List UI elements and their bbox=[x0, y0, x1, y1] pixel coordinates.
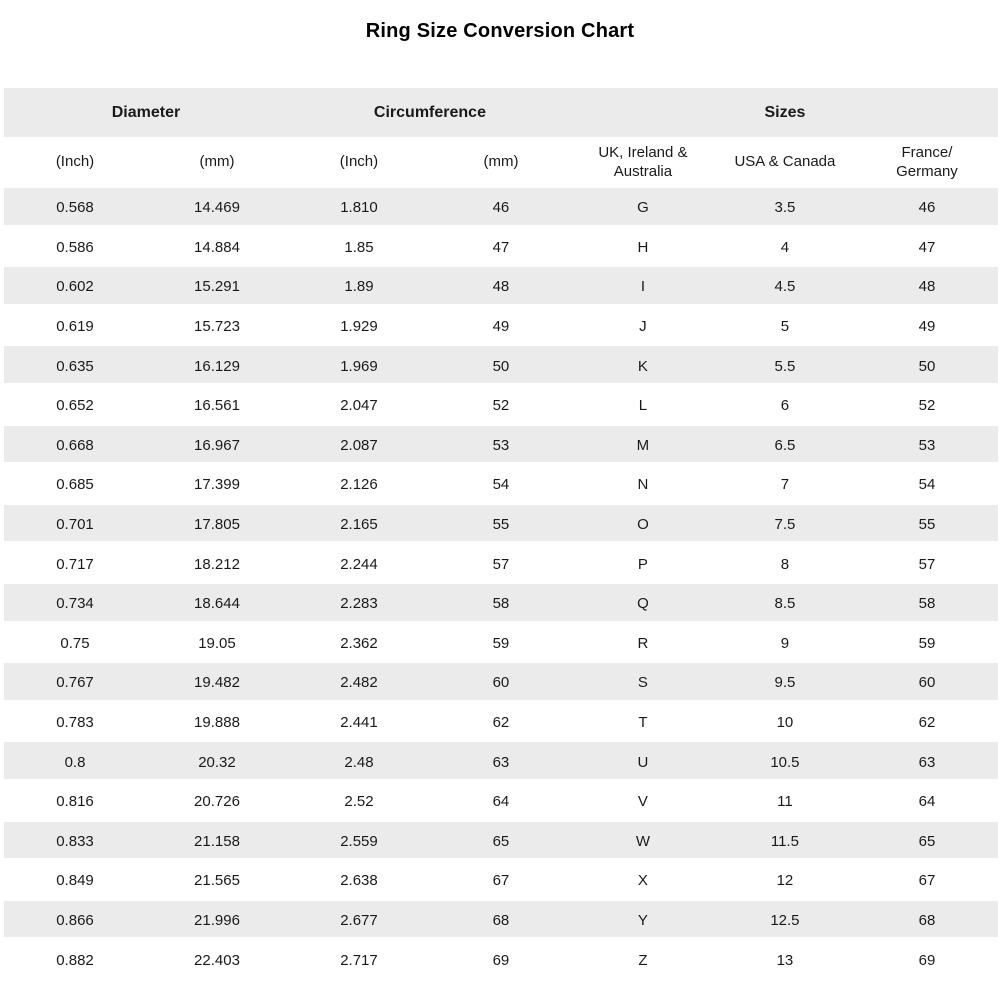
table-cell: 53 bbox=[430, 426, 572, 466]
table-cell: 9 bbox=[714, 624, 856, 664]
table-cell: 7 bbox=[714, 465, 856, 505]
table-cell: I bbox=[572, 267, 714, 307]
table-cell: 2.48 bbox=[288, 742, 430, 782]
table-cell: 52 bbox=[856, 386, 998, 426]
header-group-sizes: Sizes bbox=[572, 88, 998, 137]
table-cell: 16.967 bbox=[146, 426, 288, 466]
table-row bbox=[4, 940, 998, 980]
table-cell: 48 bbox=[430, 267, 572, 307]
table-cell: 0.833 bbox=[4, 822, 146, 862]
table-cell: 64 bbox=[856, 782, 998, 822]
column-header-circumference-inch: (Inch) bbox=[288, 137, 430, 188]
header-group-circumference: Circumference bbox=[288, 88, 572, 137]
table-cell: 0.685 bbox=[4, 465, 146, 505]
table-cell: 11 bbox=[714, 782, 856, 822]
table-cell: 2.677 bbox=[288, 901, 430, 941]
table-cell: 5 bbox=[714, 307, 856, 347]
table-cell: 16.561 bbox=[146, 386, 288, 426]
table-cell: 54 bbox=[430, 465, 572, 505]
column-header-diameter-inch: (Inch) bbox=[4, 137, 146, 188]
table-cell: 2.441 bbox=[288, 703, 430, 743]
table-cell: 60 bbox=[430, 663, 572, 703]
table-cell: 0.652 bbox=[4, 386, 146, 426]
table-row bbox=[4, 307, 998, 347]
table-cell: U bbox=[572, 742, 714, 782]
table-cell: 55 bbox=[856, 505, 998, 545]
ring-size-conversion-table bbox=[4, 88, 998, 980]
table-cell: K bbox=[572, 346, 714, 386]
table-cell: W bbox=[572, 822, 714, 862]
table-cell: 64 bbox=[430, 782, 572, 822]
table-cell: 20.32 bbox=[146, 742, 288, 782]
table-cell: 2.283 bbox=[288, 584, 430, 624]
table-cell: N bbox=[572, 465, 714, 505]
table-cell: 9.5 bbox=[714, 663, 856, 703]
table-cell: 0.668 bbox=[4, 426, 146, 466]
table-cell: 0.619 bbox=[4, 307, 146, 347]
table-cell: 14.884 bbox=[146, 228, 288, 268]
table-cell: 2.047 bbox=[288, 386, 430, 426]
table-cell: 69 bbox=[856, 940, 998, 980]
table-cell: 47 bbox=[430, 228, 572, 268]
table-cell: 15.723 bbox=[146, 307, 288, 347]
column-header-circumference-mm: (mm) bbox=[430, 137, 572, 188]
table-cell: 54 bbox=[856, 465, 998, 505]
table-cell: 47 bbox=[856, 228, 998, 268]
table-cell: 6.5 bbox=[714, 426, 856, 466]
table-cell: 12 bbox=[714, 861, 856, 901]
table-row bbox=[4, 505, 998, 545]
header-group-row bbox=[4, 88, 998, 137]
table-row bbox=[4, 782, 998, 822]
table-cell: 1.969 bbox=[288, 346, 430, 386]
table-row bbox=[4, 188, 998, 228]
table-cell: 50 bbox=[856, 346, 998, 386]
table-cell: 2.482 bbox=[288, 663, 430, 703]
table-cell: 12.5 bbox=[714, 901, 856, 941]
table-cell: 0.882 bbox=[4, 940, 146, 980]
table-row bbox=[4, 584, 998, 624]
table-row bbox=[4, 624, 998, 664]
table-row bbox=[4, 346, 998, 386]
table-cell: Q bbox=[572, 584, 714, 624]
table-cell: 2.087 bbox=[288, 426, 430, 466]
table-cell: 15.291 bbox=[146, 267, 288, 307]
table-cell: 6 bbox=[714, 386, 856, 426]
column-header-uk-ireland-australia: UK, Ireland & Australia bbox=[572, 137, 714, 188]
table-cell: 0.767 bbox=[4, 663, 146, 703]
table-row bbox=[4, 703, 998, 743]
table-cell: 1.89 bbox=[288, 267, 430, 307]
table-cell: 57 bbox=[856, 544, 998, 584]
table-cell: 0.586 bbox=[4, 228, 146, 268]
table-cell: 58 bbox=[430, 584, 572, 624]
table-cell: 16.129 bbox=[146, 346, 288, 386]
header-sub-row bbox=[4, 137, 998, 188]
table-cell: 53 bbox=[856, 426, 998, 466]
page-title: Ring Size Conversion Chart bbox=[365, 20, 635, 42]
table-cell: 3.5 bbox=[714, 188, 856, 228]
table-cell: 19.482 bbox=[146, 663, 288, 703]
table-cell: 2.165 bbox=[288, 505, 430, 545]
table-cell: 59 bbox=[856, 624, 998, 664]
table-cell: 4 bbox=[714, 228, 856, 268]
table-row bbox=[4, 822, 998, 862]
table-cell: 52 bbox=[430, 386, 572, 426]
table-cell: 49 bbox=[430, 307, 572, 347]
column-header-diameter-mm: (mm) bbox=[146, 137, 288, 188]
table-cell: G bbox=[572, 188, 714, 228]
table-cell: 62 bbox=[430, 703, 572, 743]
table-cell: 17.805 bbox=[146, 505, 288, 545]
table-cell: 21.158 bbox=[146, 822, 288, 862]
table-cell: 0.8 bbox=[4, 742, 146, 782]
table-cell: 1.810 bbox=[288, 188, 430, 228]
table-cell: 62 bbox=[856, 703, 998, 743]
table-cell: 55 bbox=[430, 505, 572, 545]
table-row bbox=[4, 742, 998, 782]
table-cell: 0.701 bbox=[4, 505, 146, 545]
table-cell: X bbox=[572, 861, 714, 901]
header-group-diameter: Diameter bbox=[4, 88, 288, 137]
table-cell: T bbox=[572, 703, 714, 743]
table-cell: 68 bbox=[856, 901, 998, 941]
table-cell: 19.888 bbox=[146, 703, 288, 743]
table-cell: 0.75 bbox=[4, 624, 146, 664]
table-row bbox=[4, 544, 998, 584]
table-cell: 13 bbox=[714, 940, 856, 980]
table-cell: 0.602 bbox=[4, 267, 146, 307]
table-cell: 11.5 bbox=[714, 822, 856, 862]
column-header-france-germany: France/ Germany bbox=[856, 137, 998, 188]
table-cell: 10.5 bbox=[714, 742, 856, 782]
table-cell: 67 bbox=[430, 861, 572, 901]
table-cell: 67 bbox=[856, 861, 998, 901]
table-cell: 69 bbox=[430, 940, 572, 980]
table-cell: 57 bbox=[430, 544, 572, 584]
table-cell: 4.5 bbox=[714, 267, 856, 307]
ring-size-table-container bbox=[4, 88, 998, 980]
table-cell: 63 bbox=[430, 742, 572, 782]
table-cell: 1.85 bbox=[288, 228, 430, 268]
table-cell: 58 bbox=[856, 584, 998, 624]
table-cell: 0.568 bbox=[4, 188, 146, 228]
table-cell: 2.244 bbox=[288, 544, 430, 584]
table-cell: 65 bbox=[856, 822, 998, 862]
table-cell: 1.929 bbox=[288, 307, 430, 347]
table-cell: 21.996 bbox=[146, 901, 288, 941]
table-cell: O bbox=[572, 505, 714, 545]
table-cell: 46 bbox=[856, 188, 998, 228]
table-cell: 48 bbox=[856, 267, 998, 307]
table-cell: Y bbox=[572, 901, 714, 941]
table-cell: 2.717 bbox=[288, 940, 430, 980]
table-cell: 18.212 bbox=[146, 544, 288, 584]
table-cell: J bbox=[572, 307, 714, 347]
table-cell: 18.644 bbox=[146, 584, 288, 624]
table-row bbox=[4, 267, 998, 307]
column-header-usa-canada: USA & Canada bbox=[714, 137, 856, 188]
table-cell: 2.559 bbox=[288, 822, 430, 862]
table-cell: R bbox=[572, 624, 714, 664]
table-cell: 19.05 bbox=[146, 624, 288, 664]
table-row bbox=[4, 901, 998, 941]
table-cell: V bbox=[572, 782, 714, 822]
table-cell: 14.469 bbox=[146, 188, 288, 228]
table-cell: 68 bbox=[430, 901, 572, 941]
table-cell: 50 bbox=[430, 346, 572, 386]
table-cell: 0.635 bbox=[4, 346, 146, 386]
table-cell: 2.638 bbox=[288, 861, 430, 901]
table-cell: 46 bbox=[430, 188, 572, 228]
table-header bbox=[4, 88, 998, 188]
table-row bbox=[4, 386, 998, 426]
table-cell: 59 bbox=[430, 624, 572, 664]
table-body bbox=[4, 188, 998, 980]
table-row bbox=[4, 861, 998, 901]
table-cell: 8.5 bbox=[714, 584, 856, 624]
table-cell: 65 bbox=[430, 822, 572, 862]
table-cell: 20.726 bbox=[146, 782, 288, 822]
table-cell: 2.126 bbox=[288, 465, 430, 505]
table-row bbox=[4, 465, 998, 505]
table-cell: 49 bbox=[856, 307, 998, 347]
table-cell: 0.783 bbox=[4, 703, 146, 743]
table-cell: 0.816 bbox=[4, 782, 146, 822]
table-cell: 22.403 bbox=[146, 940, 288, 980]
table-cell: M bbox=[572, 426, 714, 466]
table-cell: Z bbox=[572, 940, 714, 980]
table-cell: 60 bbox=[856, 663, 998, 703]
table-cell: H bbox=[572, 228, 714, 268]
table-cell: 63 bbox=[856, 742, 998, 782]
table-cell: 0.734 bbox=[4, 584, 146, 624]
table-cell: 5.5 bbox=[714, 346, 856, 386]
table-cell: 7.5 bbox=[714, 505, 856, 545]
table-row bbox=[4, 663, 998, 703]
table-cell: 17.399 bbox=[146, 465, 288, 505]
table-cell: 2.52 bbox=[288, 782, 430, 822]
table-cell: 0.866 bbox=[4, 901, 146, 941]
table-cell: 8 bbox=[714, 544, 856, 584]
table-cell: P bbox=[572, 544, 714, 584]
table-cell: S bbox=[572, 663, 714, 703]
table-cell: L bbox=[572, 386, 714, 426]
table-cell: 0.849 bbox=[4, 861, 146, 901]
table-row bbox=[4, 426, 998, 466]
table-cell: 0.717 bbox=[4, 544, 146, 584]
table-cell: 10 bbox=[714, 703, 856, 743]
table-cell: 2.362 bbox=[288, 624, 430, 664]
table-cell: 21.565 bbox=[146, 861, 288, 901]
table-row bbox=[4, 228, 998, 268]
